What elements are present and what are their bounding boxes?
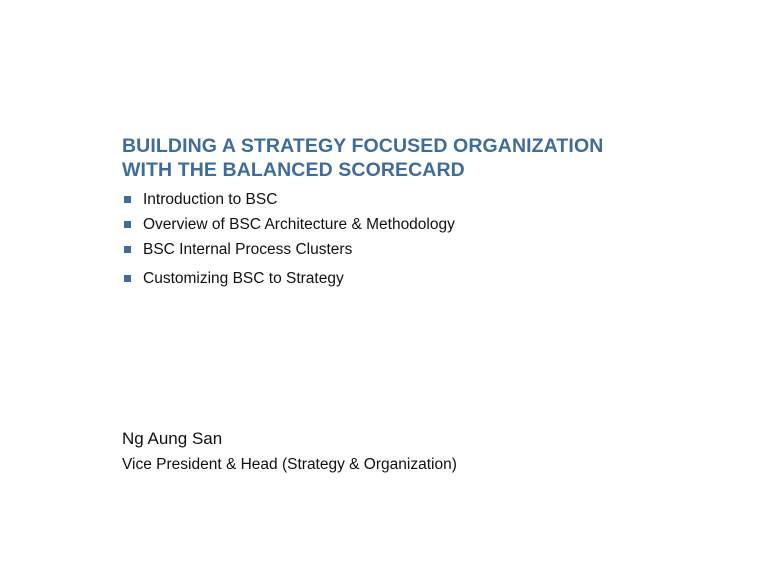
agenda-item <box>122 187 455 212</box>
agenda-item-label: BSC Internal Process Clusters <box>143 241 353 258</box>
slide-title <box>122 134 682 182</box>
square-bullet-icon <box>124 246 131 253</box>
square-bullet-icon <box>124 196 131 203</box>
slide-title-line-2: WITH THE BALANCED SCORECARD <box>122 159 465 181</box>
agenda-item <box>122 237 455 262</box>
slide-title-line-1: BUILDING A STRATEGY FOCUSED ORGANIZATION <box>122 135 604 157</box>
agenda-item <box>122 266 455 291</box>
agenda-item-label: Introduction to BSC <box>143 191 278 208</box>
presenter-name: Ng Aung San <box>122 429 223 448</box>
agenda-item-label: Customizing BSC to Strategy <box>143 270 344 287</box>
agenda-item <box>122 212 455 237</box>
agenda-item-label: Overview of BSC Architecture & Methodology <box>143 216 455 233</box>
square-bullet-icon <box>124 275 131 282</box>
square-bullet-icon <box>124 221 131 228</box>
agenda-list <box>122 187 455 291</box>
presenter-role: Vice President & Head (Strategy & Organization) <box>122 456 457 473</box>
